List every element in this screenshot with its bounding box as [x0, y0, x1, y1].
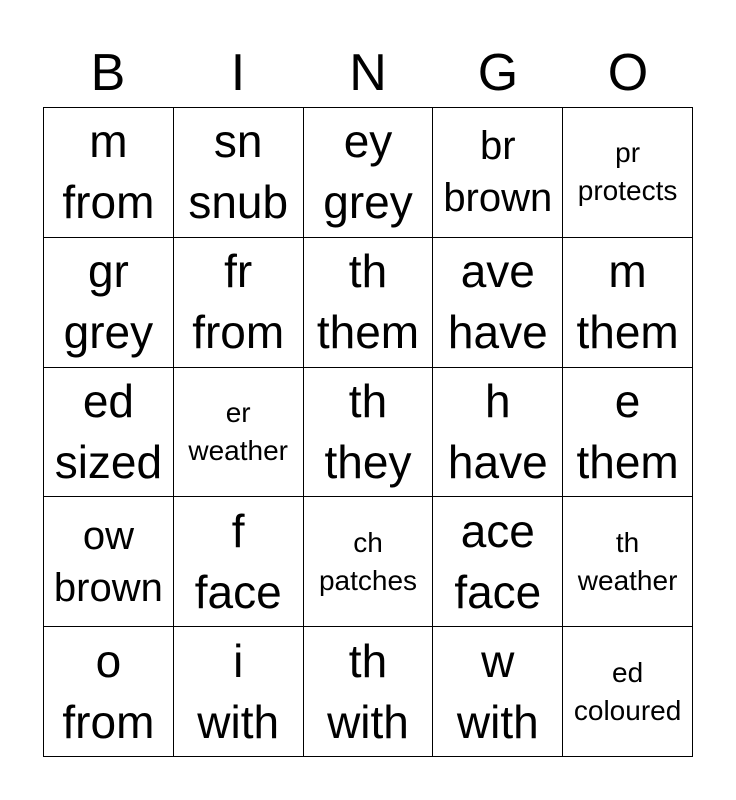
cell-word: protects: [577, 175, 678, 207]
cell-word: coloured: [573, 694, 682, 726]
cell-sound: ave: [460, 245, 535, 298]
cell-word: them: [576, 306, 679, 359]
cell-sound: m: [608, 245, 647, 298]
cell-sound: th: [348, 374, 388, 427]
cell-sound: ace: [460, 504, 535, 557]
cell-sound: ed: [612, 656, 644, 688]
cell-word: have: [447, 306, 548, 359]
bingo-cell[interactable]: [44, 238, 174, 368]
bingo-header: [43, 40, 693, 106]
cell-word: snub: [188, 176, 289, 229]
bingo-cell[interactable]: [433, 497, 563, 627]
cell-sound: ed: [82, 374, 134, 427]
header-letter-g: G: [477, 44, 519, 102]
cell-sound: ow: [82, 513, 134, 558]
bingo-cell[interactable]: [304, 108, 434, 238]
cell-sound: th: [348, 634, 388, 687]
bingo-cell[interactable]: [304, 627, 434, 757]
cell-sound: gr: [87, 245, 129, 298]
cell-sound: sn: [213, 115, 263, 168]
bingo-cell[interactable]: [44, 368, 174, 498]
header-letter-n: N: [349, 44, 387, 102]
cell-sound: m: [89, 115, 128, 168]
bingo-cell[interactable]: [433, 368, 563, 498]
cell-sound: ch: [353, 526, 383, 558]
cell-word: brown: [443, 176, 553, 221]
bingo-cell[interactable]: [304, 497, 434, 627]
bingo-cell[interactable]: [44, 627, 174, 757]
bingo-cell[interactable]: [174, 238, 304, 368]
cell-word: with: [327, 695, 409, 748]
bingo-cell[interactable]: [174, 497, 304, 627]
cell-word: them: [576, 435, 679, 488]
cell-sound: pr: [615, 137, 641, 169]
bingo-cell[interactable]: [433, 238, 563, 368]
bingo-cell[interactable]: [304, 238, 434, 368]
bingo-cell[interactable]: [174, 108, 304, 238]
bingo-cell[interactable]: [563, 368, 693, 498]
header-letter-i: I: [230, 44, 246, 102]
cell-sound: er: [225, 396, 251, 428]
cell-sound: h: [484, 374, 511, 427]
cell-word: have: [447, 435, 548, 488]
cell-word: from: [62, 695, 155, 748]
bingo-cell[interactable]: [433, 108, 563, 238]
cell-word: face: [454, 565, 542, 618]
cell-sound: fr: [224, 245, 253, 298]
cell-word: them: [316, 306, 420, 359]
cell-word: weather: [577, 564, 678, 596]
cell-sound: i: [233, 634, 244, 687]
bingo-cell[interactable]: [44, 497, 174, 627]
bingo-cell[interactable]: [174, 627, 304, 757]
header-letter-o: O: [607, 44, 649, 102]
cell-word: brown: [53, 565, 163, 610]
bingo-cell[interactable]: [563, 497, 693, 627]
cell-word: sized: [54, 435, 163, 488]
cell-word: from: [62, 176, 155, 229]
bingo-cell[interactable]: [563, 108, 693, 238]
cell-word: grey: [323, 176, 413, 229]
cell-word: grey: [63, 306, 154, 359]
cell-word: from: [192, 306, 285, 359]
cell-sound: w: [481, 634, 515, 687]
cell-word: with: [456, 695, 539, 748]
cell-sound: th: [348, 245, 388, 298]
cell-word: they: [324, 435, 412, 488]
cell-sound: th: [615, 526, 640, 558]
bingo-cell[interactable]: [563, 238, 693, 368]
bingo-cell[interactable]: [304, 368, 434, 498]
cell-word: face: [194, 565, 282, 618]
bingo-cell[interactable]: [563, 627, 693, 757]
bingo-cell[interactable]: [433, 627, 563, 757]
cell-word: patches: [318, 564, 418, 596]
bingo-cell[interactable]: [44, 108, 174, 238]
cell-sound: br: [480, 124, 516, 169]
bingo-cell[interactable]: [174, 368, 304, 498]
bingo-card-grid: [43, 107, 693, 757]
cell-sound: ey: [343, 115, 393, 168]
cell-sound: f: [231, 504, 245, 557]
cell-sound: o: [95, 634, 122, 687]
cell-word: with: [197, 695, 280, 748]
header-letter-b: B: [90, 44, 126, 102]
cell-word: weather: [188, 434, 288, 466]
cell-sound: e: [614, 374, 641, 427]
